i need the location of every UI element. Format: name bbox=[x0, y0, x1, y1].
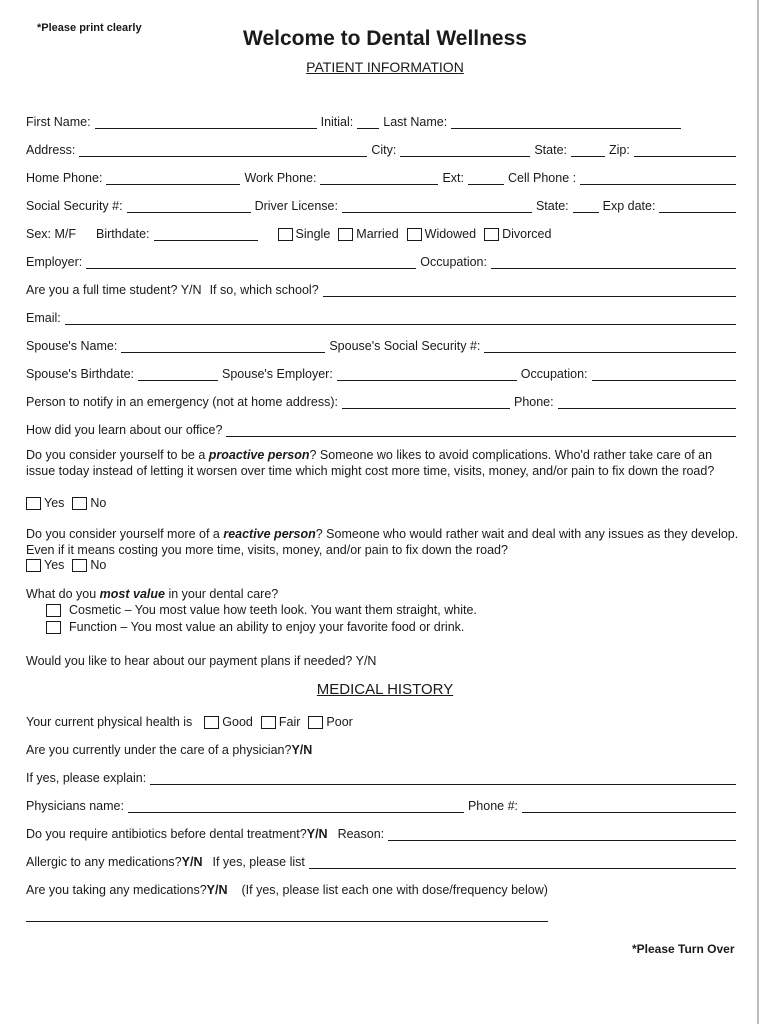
reason-field[interactable] bbox=[388, 826, 736, 841]
form-title: Welcome to Dental Wellness bbox=[243, 27, 527, 50]
work-phone-label: Work Phone: bbox=[244, 171, 317, 185]
physician-phone-field[interactable] bbox=[522, 798, 736, 813]
emergency-label: Person to notify in an emergency (not at home address): bbox=[26, 395, 338, 409]
physician-name-label: Physicians name: bbox=[26, 799, 124, 813]
sex-label: Sex: M/F bbox=[26, 227, 77, 241]
employer-label: Employer: bbox=[26, 255, 83, 269]
student-row bbox=[26, 279, 740, 297]
widowed-checkbox[interactable] bbox=[407, 228, 422, 241]
address-label: Address: bbox=[26, 143, 76, 157]
first-name-label: First Name: bbox=[26, 115, 91, 129]
referral-field[interactable] bbox=[226, 422, 736, 437]
emergency-field[interactable] bbox=[342, 394, 510, 409]
reactive-yes-checkbox[interactable] bbox=[26, 559, 41, 572]
state-label: State: bbox=[534, 143, 568, 157]
birthdate-field[interactable] bbox=[154, 226, 258, 241]
proactive-question: Do you consider yourself to be a proactive person? Someone wo likes to avoid complications. Who'd rather take care of an issue today instead of letting it worsen over time which might cost more time, visits, money, and/or pain to fix down the road? bbox=[26, 448, 715, 478]
medical-history-title: MEDICAL HISTORY bbox=[316, 681, 454, 698]
referral-label: How did you learn about our office? bbox=[26, 423, 223, 437]
name-row bbox=[26, 111, 740, 129]
reactive-answer bbox=[26, 558, 114, 572]
birthdate-label: Birthdate: bbox=[96, 227, 150, 241]
allergic-row bbox=[26, 851, 740, 869]
spouse-employer-label: Spouse's Employer: bbox=[222, 367, 333, 381]
explain-label: If yes, please explain: bbox=[26, 771, 147, 785]
ssn-field[interactable] bbox=[127, 198, 251, 213]
proactive-no-checkbox[interactable] bbox=[72, 497, 87, 510]
allergic-yn: Y/N bbox=[181, 855, 203, 869]
reactive-no-checkbox[interactable] bbox=[72, 559, 87, 572]
referral-row bbox=[26, 419, 740, 437]
health-poor-option[interactable]: Poor bbox=[308, 715, 352, 729]
spouse-birthdate-label: Spouse's Birthdate: bbox=[26, 367, 135, 381]
dl-state-field[interactable] bbox=[573, 198, 599, 213]
physician-name-row bbox=[26, 795, 740, 813]
physician-care-label: Are you currently under the care of a physician? bbox=[26, 743, 292, 757]
exp-date-field[interactable] bbox=[659, 198, 736, 213]
last-name-label: Last Name: bbox=[383, 115, 448, 129]
spouse-name-field[interactable] bbox=[121, 338, 325, 353]
physician-phone-label: Phone #: bbox=[467, 799, 519, 813]
medications-note: (If yes, please list each one with dose/frequency below) bbox=[241, 883, 548, 897]
health-label: Your current physical health is bbox=[26, 715, 193, 729]
spouse-details-row bbox=[26, 363, 740, 381]
student-label: Are you a full time student? Y/N bbox=[26, 283, 202, 297]
occupation-label: Occupation: bbox=[420, 255, 487, 269]
poor-checkbox[interactable] bbox=[308, 716, 323, 729]
medications-label: Are you taking any medications? bbox=[26, 883, 207, 897]
first-name-field[interactable] bbox=[95, 114, 317, 129]
spouse-ssn-label: Spouse's Social Security #: bbox=[329, 339, 481, 353]
spouse-employer-field[interactable] bbox=[337, 366, 517, 381]
turn-over-note: *Please Turn Over bbox=[632, 942, 735, 956]
reactive-question: Do you consider yourself more of a reactive person? Someone who would rather wait and deal with any issues as they develop. Even if it means costing you more time, visits, money, and/or pain to fix down the road? bbox=[26, 527, 739, 557]
school-field[interactable] bbox=[323, 282, 736, 297]
spouse-occupation-field[interactable] bbox=[592, 366, 736, 381]
antibiotics-yn: Y/N bbox=[306, 827, 328, 841]
home-phone-field[interactable] bbox=[106, 170, 240, 185]
home-phone-label: Home Phone: bbox=[26, 171, 103, 185]
marital-widowed-option[interactable]: Widowed bbox=[407, 227, 476, 241]
email-field[interactable] bbox=[65, 310, 736, 325]
cell-phone-label: Cell Phone : bbox=[508, 171, 577, 185]
single-checkbox[interactable] bbox=[278, 228, 293, 241]
phone-row bbox=[26, 167, 740, 185]
print-note: *Please print clearly bbox=[37, 22, 142, 34]
emergency-row bbox=[26, 391, 740, 409]
health-fair-option[interactable]: Fair bbox=[261, 715, 301, 729]
proactive-yes-option[interactable]: Yes bbox=[26, 496, 64, 510]
work-phone-field[interactable] bbox=[320, 170, 438, 185]
email-row bbox=[26, 307, 740, 325]
antibiotics-row bbox=[26, 823, 740, 841]
physician-care-row bbox=[26, 739, 740, 757]
address-field[interactable] bbox=[79, 142, 367, 157]
fair-checkbox[interactable] bbox=[261, 716, 276, 729]
antibiotics-label: Do you require antibiotics before dental treatment? bbox=[26, 827, 307, 841]
page-edge bbox=[757, 0, 759, 1024]
spouse-name-label: Spouse's Name: bbox=[26, 339, 118, 353]
divorced-checkbox[interactable] bbox=[484, 228, 499, 241]
spouse-occupation-label: Occupation: bbox=[520, 367, 588, 381]
sex-birthdate-row bbox=[26, 223, 740, 241]
ext-label: Ext: bbox=[442, 171, 465, 185]
initial-field[interactable] bbox=[357, 114, 379, 129]
proactive-no-option[interactable]: No bbox=[72, 496, 106, 510]
ssn-row bbox=[26, 195, 740, 213]
email-label: Email: bbox=[26, 311, 61, 325]
value-question: What do you most value in your dental care? bbox=[26, 587, 279, 601]
ssn-label: Social Security #: bbox=[26, 199, 123, 213]
marital-divorced-option[interactable]: Divorced bbox=[484, 227, 551, 241]
occupation-field[interactable] bbox=[491, 254, 736, 269]
form-subtitle: PATIENT INFORMATION bbox=[306, 59, 464, 75]
explain-row bbox=[26, 767, 740, 785]
good-checkbox[interactable] bbox=[204, 716, 219, 729]
drivers-license-label: Driver License: bbox=[254, 199, 338, 213]
emergency-phone-label: Phone: bbox=[513, 395, 554, 409]
employer-row bbox=[26, 251, 740, 269]
explain-field[interactable] bbox=[150, 770, 736, 785]
health-good-option[interactable]: Good bbox=[204, 715, 253, 729]
allergic-list-label: If yes, please list bbox=[212, 855, 305, 869]
last-name-field[interactable] bbox=[451, 114, 681, 129]
medications-yn: Y/N bbox=[206, 883, 228, 897]
cosmetic-checkbox[interactable] bbox=[46, 604, 61, 617]
employer-field[interactable] bbox=[86, 254, 416, 269]
city-field[interactable] bbox=[400, 142, 530, 157]
physician-name-field[interactable] bbox=[128, 798, 464, 813]
cosmetic-option[interactable]: Cosmetic – You most value how teeth look. You want them straight, white. bbox=[46, 603, 477, 617]
emergency-phone-field[interactable] bbox=[558, 394, 736, 409]
exp-date-label: Exp date: bbox=[602, 199, 656, 213]
function-checkbox[interactable] bbox=[46, 621, 61, 634]
proactive-yes-checkbox[interactable] bbox=[26, 497, 41, 510]
zip-label: Zip: bbox=[609, 143, 630, 157]
city-label: City: bbox=[371, 143, 397, 157]
medications-row bbox=[26, 879, 740, 897]
spouse-birthdate-field[interactable] bbox=[138, 366, 218, 381]
married-checkbox[interactable] bbox=[338, 228, 353, 241]
drivers-license-field[interactable] bbox=[342, 198, 532, 213]
allergic-list-field[interactable] bbox=[309, 854, 736, 869]
address-row bbox=[26, 139, 740, 157]
cell-phone-field[interactable] bbox=[580, 170, 736, 185]
health-row bbox=[26, 711, 740, 729]
medications-list-field[interactable] bbox=[26, 921, 548, 922]
dl-state-label: State: bbox=[535, 199, 569, 213]
physician-care-yn: Y/N bbox=[291, 743, 313, 757]
function-option[interactable]: Function – You most value an ability to enjoy your favorite food or drink. bbox=[46, 620, 464, 634]
spouse-name-row bbox=[26, 335, 740, 353]
zip-field[interactable] bbox=[634, 142, 736, 157]
allergic-label: Allergic to any medications? bbox=[26, 855, 182, 869]
spouse-ssn-field[interactable] bbox=[484, 338, 736, 353]
marital-married-option[interactable]: Married bbox=[338, 227, 398, 241]
payment-question: Would you like to hear about our payment plans if needed? Y/N bbox=[26, 654, 377, 668]
marital-single-option[interactable]: Single bbox=[278, 227, 331, 241]
reason-label: Reason: bbox=[337, 827, 385, 841]
initial-label: Initial: bbox=[320, 115, 354, 129]
reactive-no-option[interactable]: No bbox=[72, 558, 106, 572]
reactive-yes-option[interactable]: Yes bbox=[26, 558, 64, 572]
ext-field[interactable] bbox=[468, 170, 504, 185]
state-field[interactable] bbox=[571, 142, 605, 157]
proactive-answer bbox=[26, 496, 114, 510]
school-label: If so, which school? bbox=[209, 283, 319, 297]
